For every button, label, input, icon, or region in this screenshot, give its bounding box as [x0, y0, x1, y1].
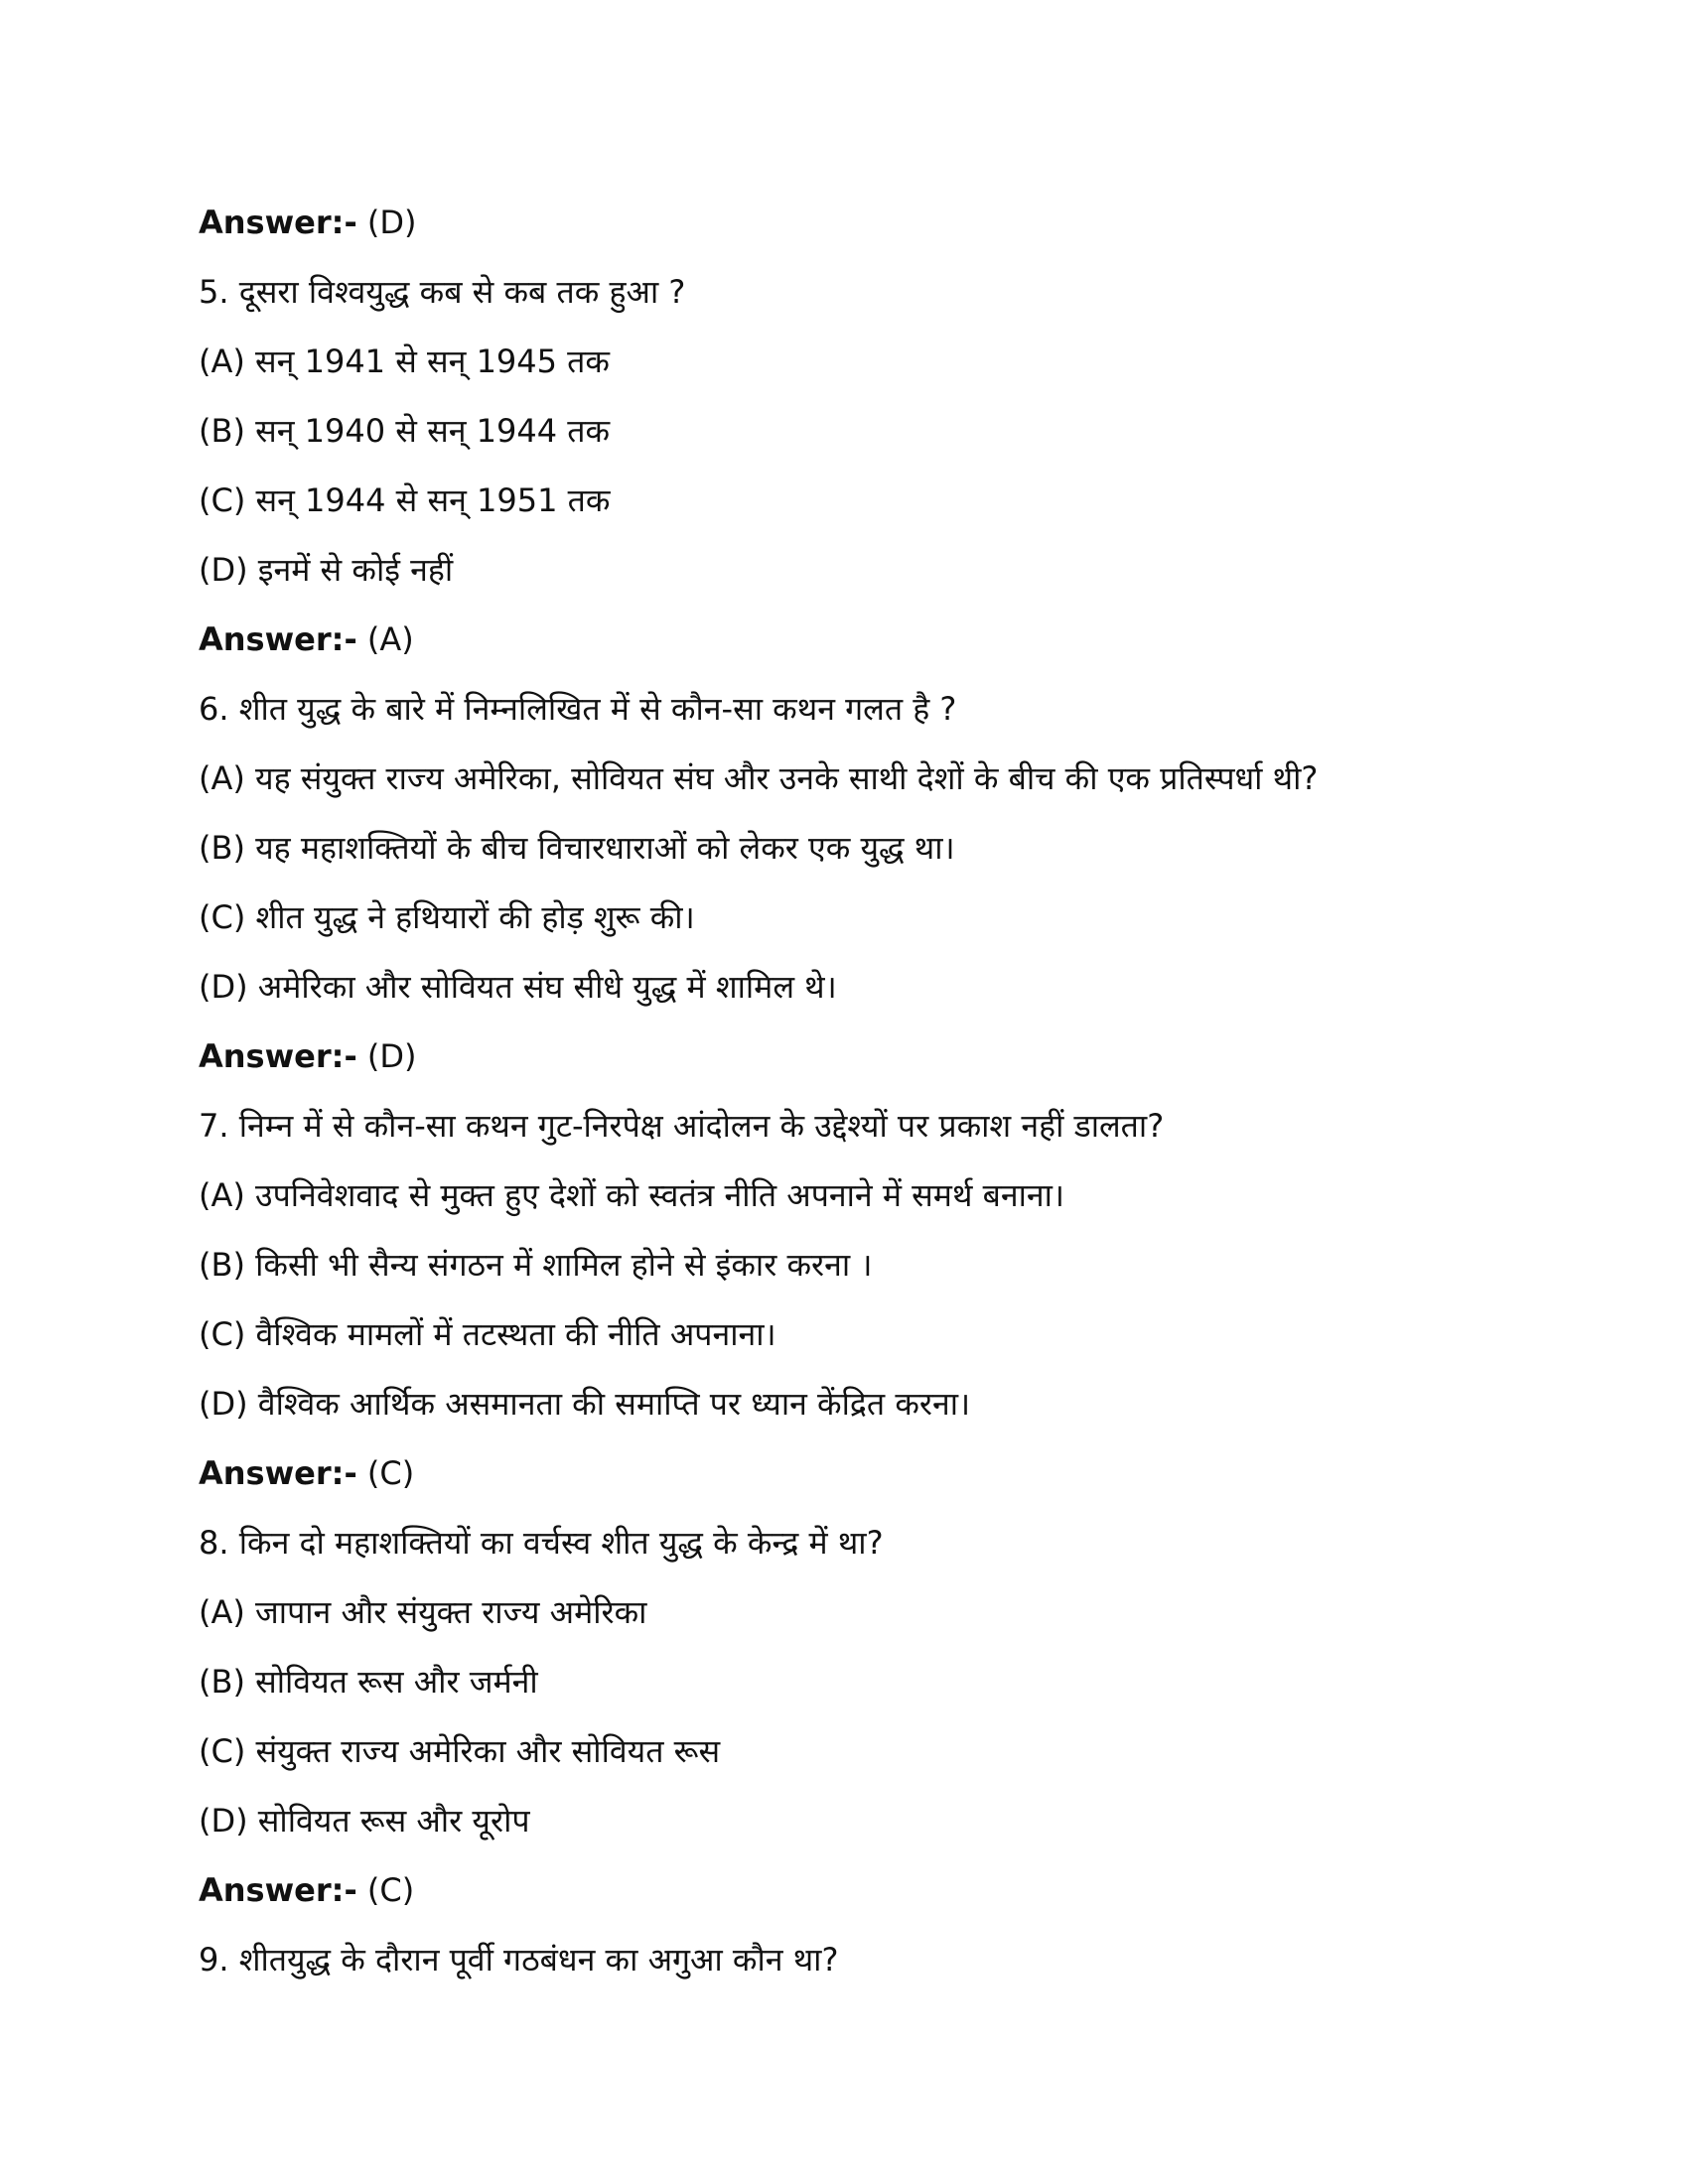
question-7: 7. निम्न में से कौन-सा कथन गुट-निरपेक्ष आंदोलन के उद्देश्यों पर प्रकाश नहीं डालता? — [199, 1107, 1165, 1145]
answer-label: Answer:- — [199, 1871, 357, 1909]
question-6: 6. शीत युद्ध के बारे में निम्नलिखित में से कौन-सा कथन गलत है ? — [199, 690, 957, 728]
answer-line — [199, 203, 417, 242]
option-7a: (A) उपनिवेशवाद से मुक्त हुए देशों को स्वतंत्र नीति अपनाने में समर्थ बनाना। — [199, 1176, 1065, 1214]
question-9: 9. शीतयुद्ध के दौरान पूर्वी गठबंधन का अगुआ कौन था? — [199, 1941, 839, 1979]
answer-label: Answer:- — [199, 1037, 357, 1075]
option-7c: (C) वैश्विक मामलों में तटस्थता की नीति अपनाना। — [199, 1315, 776, 1353]
answer-label: Answer:- — [199, 204, 357, 241]
option-5d: (D) इनमें से कोई नहीं — [199, 551, 454, 589]
answer-value: (A) — [366, 620, 414, 658]
question-5: 5. दूसरा विश्वयुद्ध कब से कब तक हुआ ? — [199, 273, 686, 311]
answer-line — [199, 1036, 417, 1076]
answer-value: (D) — [366, 1037, 417, 1075]
option-6d: (D) अमेरिका और सोवियत संघ सीधे युद्ध में शामिल थे। — [199, 968, 837, 1006]
option-8a: (A) जापान और संयुक्त राज्य अमेरिका — [199, 1593, 647, 1631]
answer-label: Answer:- — [199, 1454, 357, 1492]
option-8c: (C) संयुक्त राज्य अमेरिका और सोवियत रूस — [199, 1732, 721, 1770]
answer-line — [199, 619, 414, 659]
answer-line — [199, 1453, 414, 1493]
answer-line — [199, 1870, 414, 1910]
answer-value: (D) — [366, 204, 417, 241]
question-8: 8. किन दो महाशक्तियों का वर्चस्व शीत युद्ध के केन्द्र में था? — [199, 1524, 884, 1562]
option-5b: (B) सन् 1940 से सन् 1944 तक — [199, 412, 611, 450]
option-5c: (C) सन् 1944 से सन् 1951 तक — [199, 481, 611, 519]
option-8d: (D) सोवियत रूस और यूरोप — [199, 1802, 530, 1840]
option-6c: (C) शीत युद्ध ने हथियारों की होड़ शुरू की। — [199, 898, 695, 936]
option-7d: (D) वैश्विक आर्थिक असमानता की समाप्ति पर ध्यान केंद्रित करना। — [199, 1385, 971, 1423]
option-6b: (B) यह महाशक्तियों के बीच विचारधाराओं को लेकर एक युद्ध था। — [199, 829, 955, 867]
answer-value: (C) — [366, 1454, 415, 1492]
answer-label: Answer:- — [199, 620, 357, 658]
answer-value: (C) — [366, 1871, 415, 1909]
option-6a: (A) यह संयुक्त राज्य अमेरिका, सोवियत संघ और उनके साथी देशों के बीच की एक प्रतिस्पर्धा थी? — [199, 759, 1319, 797]
option-5a: (A) सन् 1941 से सन् 1945 तक — [199, 342, 610, 380]
option-8b: (B) सोवियत रूस और जर्मनी — [199, 1663, 538, 1701]
option-7b: (B) किसी भी सैन्य संगठन में शामिल होने से इंकार करना । — [199, 1246, 873, 1284]
